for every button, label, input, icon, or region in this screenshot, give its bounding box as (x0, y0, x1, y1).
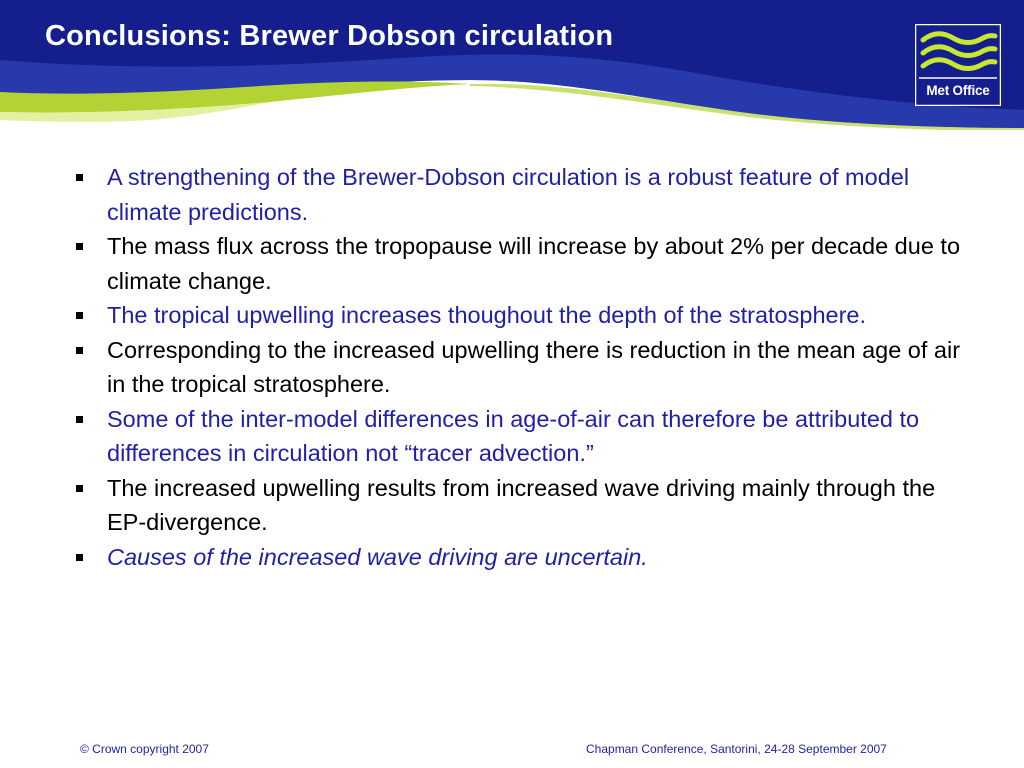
square-bullet-icon (76, 416, 83, 423)
square-bullet-icon (76, 347, 83, 354)
slide-title: Conclusions: Brewer Dobson circulation (45, 20, 614, 52)
bullet-text: Causes of the increased wave driving are uncertain. (107, 543, 648, 570)
square-bullet-icon (76, 312, 83, 319)
footer-event: Chapman Conference, Santorini, 24-28 September 2007 (586, 742, 887, 756)
header-banner (0, 0, 1024, 130)
bullet-item (74, 229, 964, 298)
bullet-text: A strengthening of the Brewer-Dobson circulation is a robust feature of model climate predictions. (107, 164, 910, 225)
met-office-logo (915, 24, 1001, 106)
bullet-list (74, 160, 964, 574)
square-bullet-icon (76, 174, 83, 181)
square-bullet-icon (76, 243, 83, 250)
bullet-text: Some of the inter-model differences in age-of-air can therefore be attributed to differences in circulation not “tracer advection.” (107, 405, 920, 466)
logo-text: Met Office (926, 83, 990, 98)
bullet-item (74, 471, 964, 540)
footer-copyright: © Crown copyright 2007 (80, 742, 209, 756)
bullet-item (74, 160, 964, 229)
bullet-text: The mass flux across the tropopause will increase by about 2% per decade due to climate change. (107, 233, 961, 294)
square-bullet-icon (76, 485, 83, 492)
bullet-item (74, 333, 964, 402)
bullet-text: Corresponding to the increased upwelling there is reduction in the mean age of air in the tropical stratosphere. (107, 336, 961, 397)
bullet-item (74, 298, 964, 333)
bullet-text: The tropical upwelling increases thoughout the depth of the stratosphere. (107, 302, 867, 328)
bullet-item (74, 402, 964, 471)
bullet-text: The increased upwelling results from increased wave driving mainly through the EP-divergence. (107, 474, 936, 535)
bullet-item (74, 540, 964, 575)
square-bullet-icon (76, 554, 83, 561)
